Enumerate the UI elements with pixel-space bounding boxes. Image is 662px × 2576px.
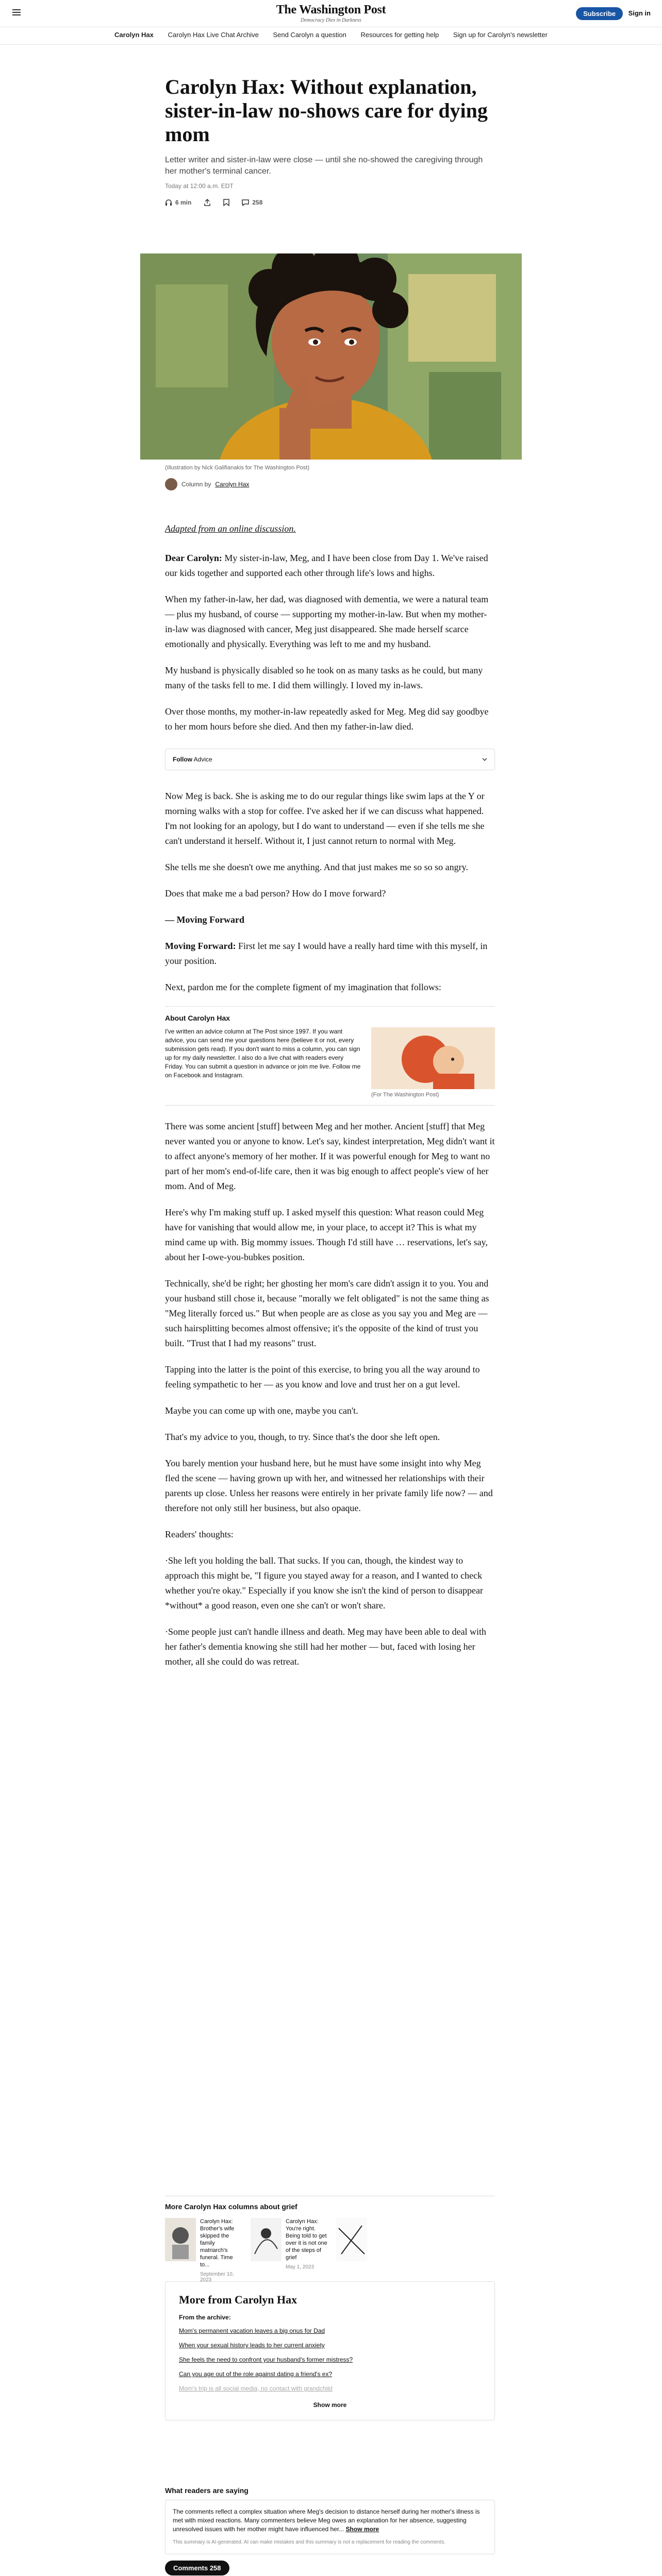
listen-button[interactable]: 6 min bbox=[165, 199, 191, 206]
letter-paragraph-6: She tells me she doesn't owe me anything. And that just makes me so so so angry. bbox=[165, 862, 468, 872]
reader-thought-2: ·Some people just can't handle illness and death. Meg may have been able to deal with her father's dementia knowing she still had her mother — but, faced with losing her mother, all she could do was retreat. bbox=[165, 1626, 487, 1667]
readers-show-more[interactable]: Show more bbox=[345, 2526, 379, 2533]
follow-topic-bar[interactable] bbox=[165, 749, 495, 770]
author-link[interactable]: Carolyn Hax bbox=[215, 481, 250, 488]
answer-paragraph-9: You barely mention your husband here, but he must have some insight into why Meg fled the scene — having grown up with her, and witnessed her relationships with their parents up close. Unless her reasons were entirely in her private family life now? — and therefore not only still her business, but also opaque. bbox=[165, 1458, 493, 1513]
byline-prefix: Column by bbox=[181, 481, 211, 488]
about-text: I've written an advice column at The Post since 1997. If you want advice, you can send me your questions here (believe it or not, every submission gets read). If you don't want to miss a column, you can sign up for my daily newsletter. I also do a live chat with readers every Friday. You can submit a question in advance or join me live. Follow me on Facebook and Instagram. bbox=[165, 1028, 361, 1079]
answer-paragraph-7: Maybe you can come up with one, maybe you can't. bbox=[165, 1405, 358, 1416]
subscribe-button[interactable]: Subscribe bbox=[576, 7, 623, 20]
ai-disclaimer: This summary is AI-generated. AI can make mistakes and this summary is not a replacement for reading the comments. bbox=[173, 2539, 446, 2545]
hero-caption: (Illustration by Nick Galifianakis for The Washington Post) bbox=[165, 465, 310, 471]
sign-in-link[interactable]: Sign in bbox=[628, 9, 651, 17]
related-item[interactable] bbox=[251, 2218, 328, 2283]
readers-title: What readers are saying bbox=[165, 2486, 249, 2495]
letter-paragraph-2: When my father-in-law, her dad, was diagnosed with dementia, we were a natural team — plus my husband, of course — supporting my mother-in-law. But when my mother-in-law was diagnosed with cancer, Meg just disappeared. She made herself scarce emotionally and physically. Everything was left to me and my husband. bbox=[165, 594, 489, 649]
carolyn-hax-illustration bbox=[371, 1027, 495, 1089]
letter-paragraph-7: Does that make me a bad person? How do I move forward? bbox=[165, 888, 386, 899]
top-bar bbox=[0, 0, 662, 27]
chevron-down-icon bbox=[482, 757, 487, 761]
archive-label: From the archive: bbox=[179, 2314, 231, 2321]
readers-intro: Readers' thoughts: bbox=[165, 1529, 234, 1539]
about-image-caption: (For The Washington Post) bbox=[371, 1092, 439, 1098]
nav-item-newsletter-signup[interactable]: Sign up for Carolyn's newsletter bbox=[453, 31, 548, 39]
nav-item-carolyn-hax[interactable]: Carolyn Hax bbox=[114, 31, 154, 39]
letter-paragraph-1: Dear Carolyn: My sister-in-law, Meg, and I have been close from Day 1. We've raised our kids together and supported each other through life's lows and highs. bbox=[165, 553, 488, 578]
section-nav bbox=[0, 31, 662, 39]
related-title: More Carolyn Hax columns about grief bbox=[165, 2202, 297, 2211]
article-timestamp: Today at 12:00 a.m. EDT bbox=[165, 182, 234, 190]
related-thumbnail bbox=[165, 2218, 196, 2261]
archive-link[interactable]: Mom's trip is all social media, no contact with grandchild bbox=[179, 2385, 333, 2392]
related-date: September 10, 2023 bbox=[200, 2272, 234, 2283]
readers-summary-box bbox=[165, 2500, 495, 2554]
follow-label: Follow bbox=[173, 756, 192, 763]
archive-link[interactable]: Can you age out of the role against dating a friend's ex? bbox=[179, 2370, 333, 2378]
related-headline: Carolyn Hax: Brother's wife skipped the family matriarch's funeral. Time to... bbox=[200, 2218, 235, 2268]
letter-signoff: — Moving Forward bbox=[165, 914, 244, 925]
related-date: May 1, 2023 bbox=[286, 2264, 315, 2270]
show-more-button[interactable]: Show more bbox=[313, 2401, 347, 2409]
answer-paragraph-4: Here's why I'm making stuff up. I asked myself this question: What reason could Meg have for vanishing that would allow me, in your place, to accept it? This is what my mind came up with. Big mommy issues. Though I'd still have … reservations, let's say, about her I-owe-you-bubkes position. bbox=[165, 1207, 488, 1262]
adapted-note[interactable]: Adapted from an online discussion. bbox=[165, 523, 296, 534]
comment-icon bbox=[242, 199, 249, 206]
archive-link[interactable]: When your sexual history leads to her current anxiety bbox=[179, 2342, 325, 2349]
bookmark-icon bbox=[223, 199, 229, 206]
readers-summary: The comments reflect a complex situation where Meg's decision to distance herself during her mother's illness is met with mixed reactions. Many commenters believe Meg owes an explanation for her absence, suggesting unresolved issues with her mother might have influenced her... bbox=[173, 2508, 480, 2533]
author-avatar[interactable] bbox=[165, 478, 177, 490]
answer-paragraph-5: Technically, she'd be right; her ghosting her mom's care didn't assign it to you. You and your husband still chose it, because "morally we felt obligated" is not the same thing as "Meg literally forced us." But when people are as close as you say you and Meg are — such hairsplitting becomes almost offensive; it's the opposite of the kind of trust you built. "Trust that I had my reasons" trust. bbox=[165, 1278, 489, 1348]
nav-divider bbox=[0, 44, 662, 45]
answer-paragraph-1: Moving Forward: First let me say I would have a really hard time with this myself, in your position. bbox=[165, 941, 488, 966]
byline bbox=[165, 478, 495, 490]
comments-link[interactable]: 258 bbox=[242, 199, 262, 206]
answer-paragraph-6: Tapping into the latter is the point of this exercise, to bring you all the way around to feeling sympathetic to her — as you know and love and trust her on a gut level. bbox=[165, 1364, 480, 1389]
masthead-logo[interactable]: The Washington Post bbox=[276, 3, 386, 16]
nav-item-resources[interactable]: Resources for getting help bbox=[360, 31, 439, 39]
answer-paragraph-3: There was some ancient [stuff] between Meg and her mother. Ancient [stuff] that Meg never wanted you or anyone to know. Let's say, kindest interpretation, Meg didn't want it to affect anyone's memory of her mother. If it was powerful enough for Meg to want no part of her mom's end-of-life care, then it was big enough to affect people's view of her mom. And of Meg. bbox=[165, 1121, 495, 1191]
archive-link[interactable]: She feels the need to confront your husband's former mistress? bbox=[179, 2356, 353, 2363]
related-item[interactable] bbox=[165, 2218, 242, 2283]
related-thumbnail bbox=[251, 2218, 282, 2261]
headphones-icon bbox=[165, 199, 172, 206]
about-title: About Carolyn Hax bbox=[165, 1014, 230, 1022]
nav-item-chat-archive[interactable]: Carolyn Hax Live Chat Archive bbox=[168, 31, 259, 39]
archive-link[interactable]: Mom's permanent vacation leaves a big onus for Dad bbox=[179, 2327, 325, 2334]
save-button[interactable] bbox=[223, 199, 229, 206]
article-dek: Letter writer and sister-in-law were close — until she no-showed the caregiving through her mother's terminal cancer. bbox=[165, 156, 483, 176]
related-item[interactable] bbox=[336, 2218, 413, 2283]
follow-topic: Advice bbox=[193, 756, 212, 763]
more-from-title: More from Carolyn Hax bbox=[179, 2293, 297, 2306]
article-title: Carolyn Hax: Without explanation, sister-in-law no-shows care for dying mom bbox=[165, 75, 488, 146]
letter-paragraph-3: My husband is physically disabled so he took on as many tasks as he could, but many many of the tasks fell to me. I did them willingly. I loved my in-laws. bbox=[165, 665, 483, 690]
answer-paragraph-2: Next, pardon me for the complete figment of my imagination that follows: bbox=[165, 982, 441, 992]
share-button[interactable] bbox=[204, 199, 211, 206]
related-thumbnail bbox=[336, 2218, 367, 2261]
related-headline: Carolyn Hax: You're right. Being told to get over it is not one of the steps of grief bbox=[286, 2218, 327, 2261]
hero-illustration bbox=[140, 253, 522, 460]
related-columns bbox=[165, 2196, 495, 2283]
reader-thought-1: ·She left you holding the ball. That sucks. If you can, though, the kindest way to approach this might be, "I figure you stayed away for a reason, and I wanted to check whether you're okay." Especially if you know she isn't the kind of person to disappear *without* a good reason, even one she can't or won't share. bbox=[165, 1555, 484, 1611]
comments-button[interactable]: Comments 258 bbox=[165, 2561, 229, 2575]
masthead-tagline: Democracy Dies in Darkness bbox=[301, 18, 361, 23]
nav-item-send-question[interactable]: Send Carolyn a question bbox=[273, 31, 346, 39]
share-icon bbox=[204, 199, 211, 206]
article-actions bbox=[165, 199, 495, 206]
about-author-box bbox=[165, 1006, 495, 1106]
more-from-box bbox=[165, 2281, 495, 2420]
letter-paragraph-4: Over those months, my mother-in-law repeatedly asked for Meg. Meg did say goodbye to her mom hours before she died. And then my father-in-law died. bbox=[165, 706, 489, 732]
answer-paragraph-8: That's my advice to you, though, to try. Since that's the door she left open. bbox=[165, 1432, 440, 1442]
letter-paragraph-5: Now Meg is back. She is asking me to do our regular things like swim laps at the Y or morning walks with a stop for coffee. I've asked her if we can discuss what happened. I'm not looking for an apology, but I do want to understand — even if she tells me she can't understand it herself. Without it, I just cannot return to normal with Meg. bbox=[165, 791, 485, 846]
